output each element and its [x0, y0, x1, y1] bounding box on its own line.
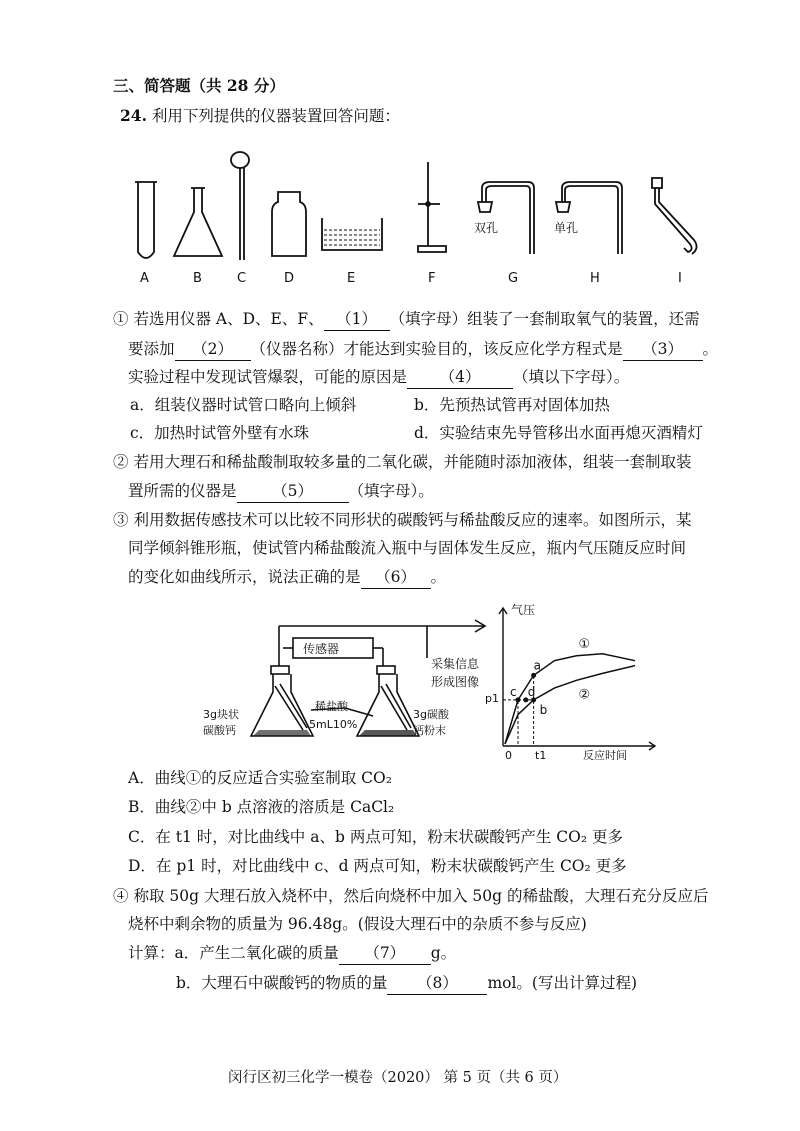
- collect-label-1: 采集信息: [431, 657, 480, 671]
- letter-g: G: [508, 271, 519, 286]
- letter-h: H: [590, 271, 600, 286]
- point-a: [531, 673, 536, 678]
- page-footer: 闵行区初三化学一模卷（2020） 第 5 页（共 6 页）: [228, 1070, 568, 1086]
- option-c: c．加热时试管外壁有水珠: [130, 424, 310, 442]
- y-tick-p1: p1: [485, 692, 499, 705]
- apparatus-figure: [110, 140, 710, 290]
- part2-line2: [128, 480, 434, 503]
- section-title: 三、简答题（共 28 分）: [113, 76, 285, 95]
- option-d: d．实验结束先导管移出水面再熄灭酒精灯: [414, 424, 703, 442]
- point-label-a: a: [533, 658, 541, 673]
- apparatus-i-bent-tube: [652, 178, 697, 254]
- letter-e: E: [347, 271, 356, 286]
- pressure-chart: [485, 602, 655, 760]
- letter-a: A: [140, 271, 149, 286]
- part2-marker: ②: [113, 453, 129, 471]
- letter-f: F: [428, 271, 436, 286]
- right-flask-label-1: 3g碳酸: [413, 708, 449, 721]
- part4-text-a: 称取 50g 大理石放入烧杯中，然后向烧杯中加入 50g 的稀盐酸，大理石充分反应后: [133, 887, 709, 905]
- x-tick-t1: t1: [535, 749, 547, 760]
- letter-d: D: [284, 271, 295, 286]
- part3-line1: [113, 509, 691, 531]
- part4-line4: [176, 972, 637, 995]
- curve-2: [505, 666, 635, 744]
- part1-text-e: 实验过程中发现试管爆裂，可能的原因是: [128, 368, 408, 386]
- choice-c: C．在 t1 时，对比曲线中 a、b 两点可知，粉末状碳酸钙产生 CO₂ 更多: [128, 828, 623, 846]
- question-line: [120, 105, 400, 127]
- letter-b: B: [193, 271, 202, 286]
- apparatus-d-gas-bottle: [272, 192, 306, 256]
- part4-marker: ④: [113, 887, 129, 905]
- right-flask-label-2: 钙粉末: [413, 724, 446, 737]
- part4-calc-a: 计算：a．产生二氧化碳的质量: [128, 944, 339, 962]
- left-flask-label-2: 碳酸钙: [203, 724, 236, 737]
- left-flask: [251, 666, 313, 736]
- part4-line1: [113, 885, 708, 907]
- apparatus-h-one-hole-stopper: [556, 182, 622, 254]
- part4-line2: 烧杯中剩余物的质量为 96.48g。(假设大理石中的杂质不参与反应): [128, 915, 587, 933]
- curve-label-1: ①: [578, 636, 591, 652]
- point-label-d: d: [527, 684, 536, 699]
- part4-line3: [128, 942, 456, 965]
- collect-label-2: 形成图像: [431, 675, 480, 689]
- part2-text-c: （填字母）。: [348, 482, 434, 500]
- part1-text-a: 若选用仪器 A、D、E、F、: [133, 310, 324, 328]
- answer-blank-7[interactable]: （7）: [339, 942, 431, 965]
- answer-blank-6[interactable]: （6）: [361, 566, 431, 589]
- letter-i: I: [678, 271, 682, 286]
- answer-blank-3[interactable]: （3）: [623, 338, 703, 361]
- curve-label-2: ②: [578, 687, 591, 703]
- option-b: b．先预热试管再对固体加热: [414, 396, 610, 414]
- acid-label-2: 5mL10%: [309, 718, 358, 731]
- answer-blank-5[interactable]: （5）: [237, 480, 349, 503]
- part3-text-b: 的变化如曲线所示，说法正确的是: [128, 568, 361, 586]
- part1-text-d: （仪器名称）才能达到实验目的，该反应化学方程式是: [250, 340, 623, 358]
- part4-unit-mol: mol。(写出计算过程): [487, 974, 638, 992]
- part3-marker: ③: [113, 511, 129, 529]
- choice-d: D．在 p1 时，对比曲线中 c、d 两点可知，粉末状碳酸钙产生 CO₂ 更多: [128, 857, 627, 875]
- sensor-label: 传感器: [303, 642, 340, 656]
- answer-blank-2[interactable]: （2）: [175, 338, 251, 361]
- part1-text-f: （填以下字母）。: [513, 368, 630, 386]
- y-axis-label: 气压: [511, 603, 536, 617]
- right-flask: [357, 666, 419, 736]
- part3-text-c: 。: [430, 568, 447, 586]
- part2-text-a: 若用大理石和稀盐酸制取较多量的二氧化碳，并能随时添加液体，组装一套制取装: [133, 453, 692, 471]
- part1-line3: [128, 366, 629, 389]
- answer-blank-1[interactable]: （1）: [324, 308, 390, 331]
- left-flask-label-1: 3g块状: [203, 708, 239, 721]
- point-label-c: c: [510, 684, 517, 699]
- x-axis-label: 反应时间: [583, 749, 627, 760]
- apparatus-f-iron-stand: [418, 162, 446, 252]
- option-a: a．组装仪器时试管口略向上倾斜: [130, 396, 357, 414]
- point-label-b: b: [539, 702, 548, 717]
- apparatus-g-two-hole-stopper: [478, 182, 534, 254]
- choice-a: A．曲线①的反应适合实验室制取 CO₂: [128, 769, 392, 787]
- part3-line2: 同学倾斜锥形瓶，使试管内稀盐酸流入瓶中与固体发生反应，瓶内气压随反应时间: [128, 539, 687, 557]
- label-double-hole: 双孔: [474, 221, 499, 235]
- part1-marker: ①: [113, 310, 129, 328]
- part3-line3: [128, 566, 446, 589]
- x-tick-0: 0: [505, 749, 512, 760]
- part1-line2: [128, 338, 718, 361]
- acid-label-1: 稀盐酸: [315, 700, 348, 713]
- question-number: 24.: [120, 106, 147, 125]
- part1-text-b: （填字母）组装了一套制取氧气的装置，还需: [389, 310, 700, 328]
- part4-unit-g: g。: [430, 944, 457, 962]
- part3-text-a: 利用数据传感技术可以比较不同形状的碳酸钙与稀盐酸反应的速率。如图所示，某: [133, 511, 692, 529]
- choice-b: B．曲线②中 b 点溶液的溶质是 CaCl₂: [128, 798, 395, 816]
- part2-line1: [113, 451, 691, 473]
- experiment-figure: [195, 598, 675, 760]
- answer-blank-8[interactable]: （8）: [387, 972, 487, 995]
- part1-text-end: 。: [702, 340, 719, 358]
- part1-line1: [113, 308, 700, 331]
- label-single-hole: 单孔: [554, 221, 579, 235]
- part1-text-c: 要添加: [128, 340, 175, 358]
- part4-calc-b: b．大理石中碳酸钙的物质的量: [176, 974, 388, 992]
- apparatus-c-funnel: [231, 152, 249, 260]
- apparatus-a-test-tube: [135, 182, 157, 258]
- question-prompt: 利用下列提供的仪器装置回答问题：: [151, 107, 400, 125]
- answer-blank-4[interactable]: （4）: [407, 366, 513, 389]
- letter-c: C: [237, 271, 247, 286]
- apparatus-b-conical-flask: [174, 188, 222, 256]
- part2-text-b: 置所需的仪器是: [128, 482, 237, 500]
